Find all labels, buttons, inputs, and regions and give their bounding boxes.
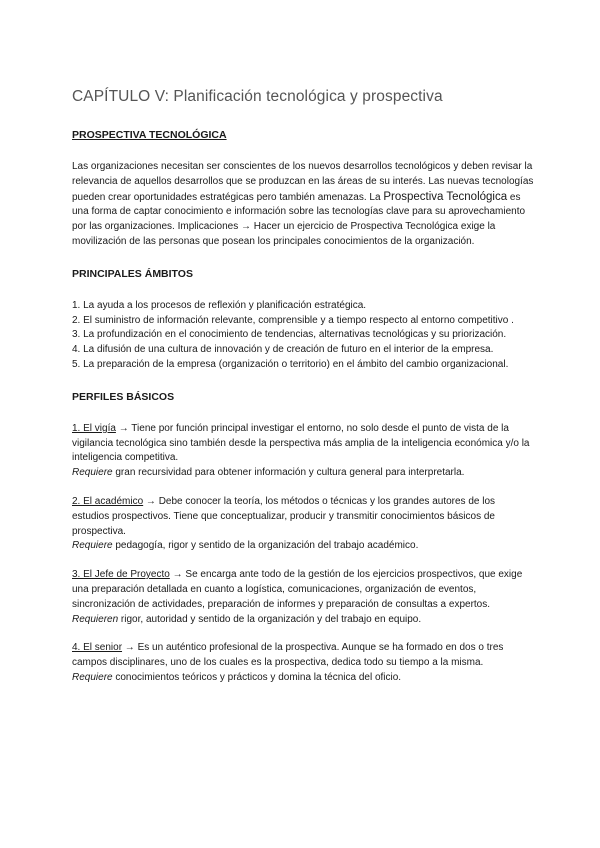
requirement-text: rigor, autoridad y sentido de la organización y del trabajo en equipo. [118, 613, 422, 625]
profile-academico [72, 495, 534, 554]
profile-desc: → Se encarga ante todo de la gestión de los ejercicios prospectivos, que exige una preparación detallada en cuanto a logística, comunicaciones, organización de eventos, sincronización de actividades, preparación de informes y preparación de consultas a expertos. [72, 569, 523, 610]
profile-name: 4. El senior [72, 642, 123, 654]
requirement-text: conocimientos teóricos y prácticos y domina la técnica del oficio. [112, 671, 402, 683]
intro-term: Prospectiva Tecnológica [383, 190, 508, 203]
requirement-text: pedagogía, rigor y sentido de la organización del trabajo académico. [112, 540, 419, 552]
requirement-label: Requiere [72, 467, 113, 479]
list-item: 2. El suministro de información relevante, comprensible y a tiempo respecto al entorno competitivo . [72, 314, 514, 326]
profile-desc: → Debe conocer la teoría, los métodos o técnicas y los grandes autores de los estudios prospectivos. Tiene que conceptualizar, producir y transmitir conocimientos básicos de prospectiva. [72, 495, 496, 537]
document-page [72, 88, 534, 700]
requirement-text: gran recursividad para obtener información y cultura general para interpretarla. [112, 467, 465, 479]
section-heading-ambitos: PRINCIPALES ÁMBITOS [72, 267, 193, 280]
profile-vigia [72, 422, 534, 481]
profile-description [72, 495, 534, 539]
list-item: 5. La preparación de la empresa (organización o territorio) en el ámbito del cambio organizacional. [72, 358, 509, 370]
profile-requirement [72, 613, 534, 628]
profile-requirement [72, 466, 534, 481]
ambitos-list [72, 299, 534, 373]
list-item: 4. La difusión de una cultura de innovación y de creación de futuro en el interior de la empresa. [72, 344, 494, 356]
intro-text-b: es una forma de captar conocimiento e información sobre las tecnologías clave para su aprovechamiento por las organizaciones. Implicaciones → Hacer un ejercicio de Prospectiva Tecnológica exige la movilización de las personas que posean los principales conocimientos de la organización. [72, 191, 526, 247]
profile-description [72, 422, 534, 466]
profile-desc: → Es un auténtico profesional de la prospectiva. Aunque se ha formado en dos o tres campos disciplinares, uno de los cuales es la prospectiva, dedica todo su tiempo a la misma. [72, 642, 504, 669]
profile-name: 3. El Jefe de Proyecto [72, 569, 170, 581]
profile-description [72, 568, 534, 612]
section-heading-prospectiva: PROSPECTIVA TECNOLÓGICA [72, 129, 227, 141]
chapter-title: CAPÍTULO V: Planificación tecnológica y prospectiva [72, 88, 443, 105]
profile-requirement [72, 671, 534, 686]
profile-name: 2. El académico [72, 495, 144, 507]
profile-description [72, 641, 534, 671]
requirement-label: Requiere [72, 671, 113, 683]
requirement-label: Requieren [72, 613, 119, 625]
intro-paragraph [72, 160, 534, 250]
list-item: 3. La profundización en el conocimiento de tendencias, alternativas tecnológicas y su priorización. [72, 329, 507, 341]
profile-desc: → Tiene por función principal investigar el entorno, no solo desde el punto de vista de la vigilancia tecnológica sino también desde la perspectiva más amplia de la inteligencia económica y/o la inteligencia competitiva. [72, 422, 530, 464]
section-heading-perfiles: PERFILES BÁSICOS [72, 390, 175, 403]
profile-requirement [72, 539, 534, 554]
requirement-label: Requiere [72, 540, 113, 552]
list-item: 1. La ayuda a los procesos de reflexión y planificación estratégica. [72, 299, 367, 311]
profile-name: 1. El vigía [72, 422, 116, 434]
profile-jefe-proyecto [72, 568, 534, 627]
intro-text-a: Las organizaciones necesitan ser conscientes de los nuevos desarrollos tecnológicos y deben revisar la relevancia de aquellos desarrollos que se produzcan en las áreas de su interés. Las nuevas tecnologías pueden crear oportunidades estratégicas pero también amenazas. La [72, 161, 534, 203]
profile-senior [72, 641, 534, 685]
